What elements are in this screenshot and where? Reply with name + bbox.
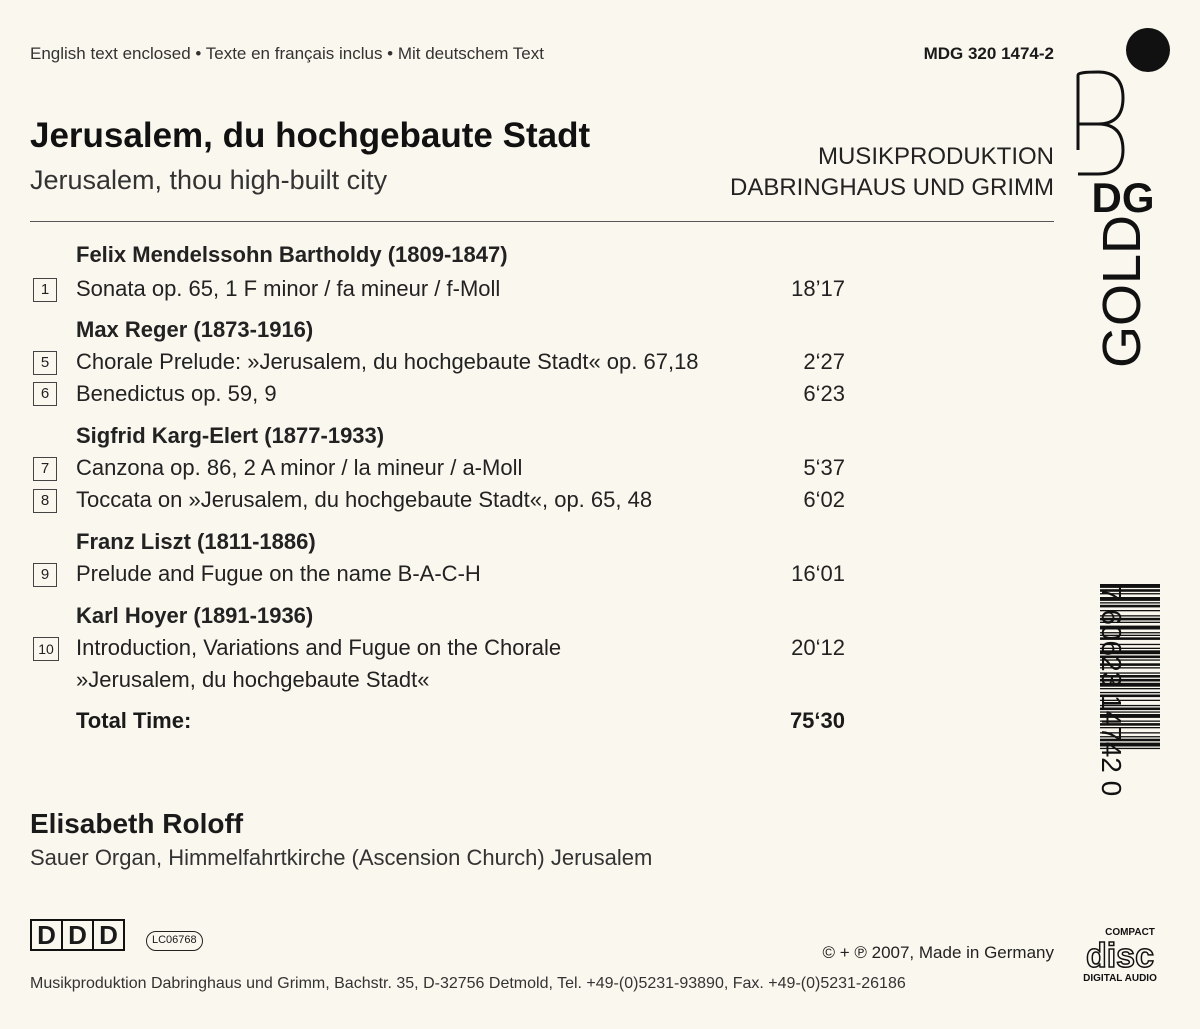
track-number: 8	[33, 489, 57, 513]
track-title: Canzona op. 86, 2 A minor / la mineur / a-Moll	[76, 455, 523, 480]
performer-name: Elisabeth Roloff	[30, 808, 244, 839]
composer-heading: Karl Hoyer (1891-1936)	[76, 603, 314, 628]
publisher-address: Musikproduktion Dabringhaus und Grimm, Bachstr. 35, D-32756 Detmold, Tel. +49-(0)5231-93890, Fax. +49-(0)5231-26186	[30, 975, 906, 992]
cd-logo-compact: COMPACT	[1105, 927, 1155, 938]
catalog-number: MDG 320 1474-2	[923, 44, 1054, 63]
track-number: 7	[33, 457, 57, 481]
track-number: 6	[33, 382, 57, 406]
track-number: 5	[33, 351, 57, 375]
logo-m-curve	[1078, 72, 1123, 174]
track-duration: 2‘27	[803, 349, 845, 374]
track-duration: 18’17	[791, 276, 845, 301]
logo-dg-text: DG	[1091, 174, 1155, 221]
track-title: Prelude and Fugue on the name B-A-C-H	[76, 561, 481, 586]
composer-heading: Franz Liszt (1811-1886)	[76, 529, 316, 554]
ddd-letter: D	[92, 919, 125, 951]
barcode-digits: 7 60623 14742 0	[1096, 586, 1127, 797]
copyright-line: © + ℗ 2007, Made in Germany	[822, 943, 1054, 962]
cd-logo-disc: disc	[1085, 937, 1155, 975]
performer-instrument: Sauer Organ, Himmelfahrtkirche (Ascension Church) Jerusalem	[30, 845, 653, 870]
mdg-gold-logo	[1068, 20, 1178, 380]
album-subtitle: Jerusalem, thou high-built city	[30, 165, 388, 195]
track-duration: 5‘37	[803, 455, 845, 480]
track-title: Introduction, Variations and Fugue on the Chorale	[76, 635, 562, 660]
album-title: Jerusalem, du hochgebaute Stadt	[30, 116, 591, 155]
composer-heading: Felix Mendelssohn Bartholdy (1809-1847)	[76, 242, 508, 267]
track-duration: 6‘23	[803, 381, 845, 406]
track-title: Toccata on »Jerusalem, du hochgebaute Stadt«, op. 65, 48	[76, 487, 653, 512]
language-note: English text enclosed • Texte en français inclus • Mit deutschem Text	[30, 44, 544, 63]
track-title: Benedictus op. 59, 9	[76, 381, 277, 406]
track-duration: 16‘01	[791, 561, 845, 586]
total-time-label: Total Time:	[76, 708, 192, 733]
ddd-recording-code	[30, 919, 123, 951]
track-title-continued: »Jerusalem, du hochgebaute Stadt«	[76, 667, 430, 692]
ddd-letter: D	[30, 919, 63, 951]
track-duration: 6‘02	[803, 487, 845, 512]
composer-heading: Max Reger (1873-1916)	[76, 317, 314, 342]
track-title: Chorale Prelude: »Jerusalem, du hochgebaute Stadt« op. 67,18	[76, 349, 699, 374]
barcode	[1060, 580, 1170, 900]
label-name-line2: DABRINGHAUS UND GRIMM	[729, 174, 1054, 201]
divider	[30, 221, 1054, 222]
ddd-letter: D	[61, 919, 94, 951]
compact-disc-logo	[1070, 925, 1170, 985]
label-code: LC06768	[146, 931, 203, 951]
track-number: 10	[33, 637, 59, 661]
cd-logo-digital-audio: DIGITAL AUDIO	[1083, 973, 1157, 984]
logo-dot	[1126, 28, 1170, 72]
track-duration: 20‘12	[791, 635, 845, 660]
label-name-line1: MUSIKPRODUKTION	[817, 143, 1054, 170]
logo-gold-text: GOLD	[1092, 214, 1152, 368]
track-title: Sonata op. 65, 1 F minor / fa mineur / f-Moll	[76, 276, 501, 301]
total-time-value: 75‘30	[789, 708, 845, 733]
track-number: 9	[33, 563, 57, 587]
composer-heading: Sigfrid Karg-Elert (1877-1933)	[76, 423, 385, 448]
track-number: 1	[33, 278, 57, 302]
